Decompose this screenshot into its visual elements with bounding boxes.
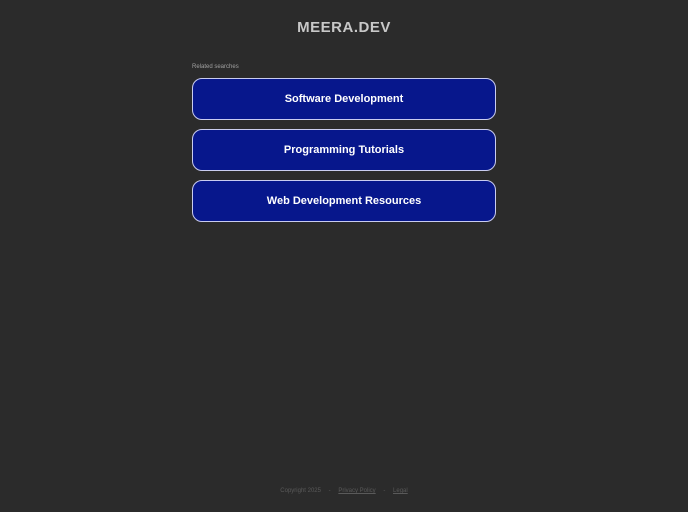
related-searches-label: Related searches <box>192 64 239 70</box>
related-search-link[interactable]: Programming Tutorials <box>192 129 496 171</box>
site-title: MEERA.DEV <box>297 19 391 36</box>
legal-link[interactable]: Legal <box>393 488 408 494</box>
related-search-link[interactable]: Web Development Resources <box>192 180 496 222</box>
related-search-link[interactable]: Software Development <box>192 78 496 120</box>
footer-separator: - <box>383 488 386 494</box>
copyright-text: Copyright 2025 <box>280 488 321 494</box>
privacy-policy-link[interactable]: Privacy Policy <box>338 488 376 494</box>
footer <box>0 488 688 494</box>
footer-separator: - <box>328 488 331 494</box>
